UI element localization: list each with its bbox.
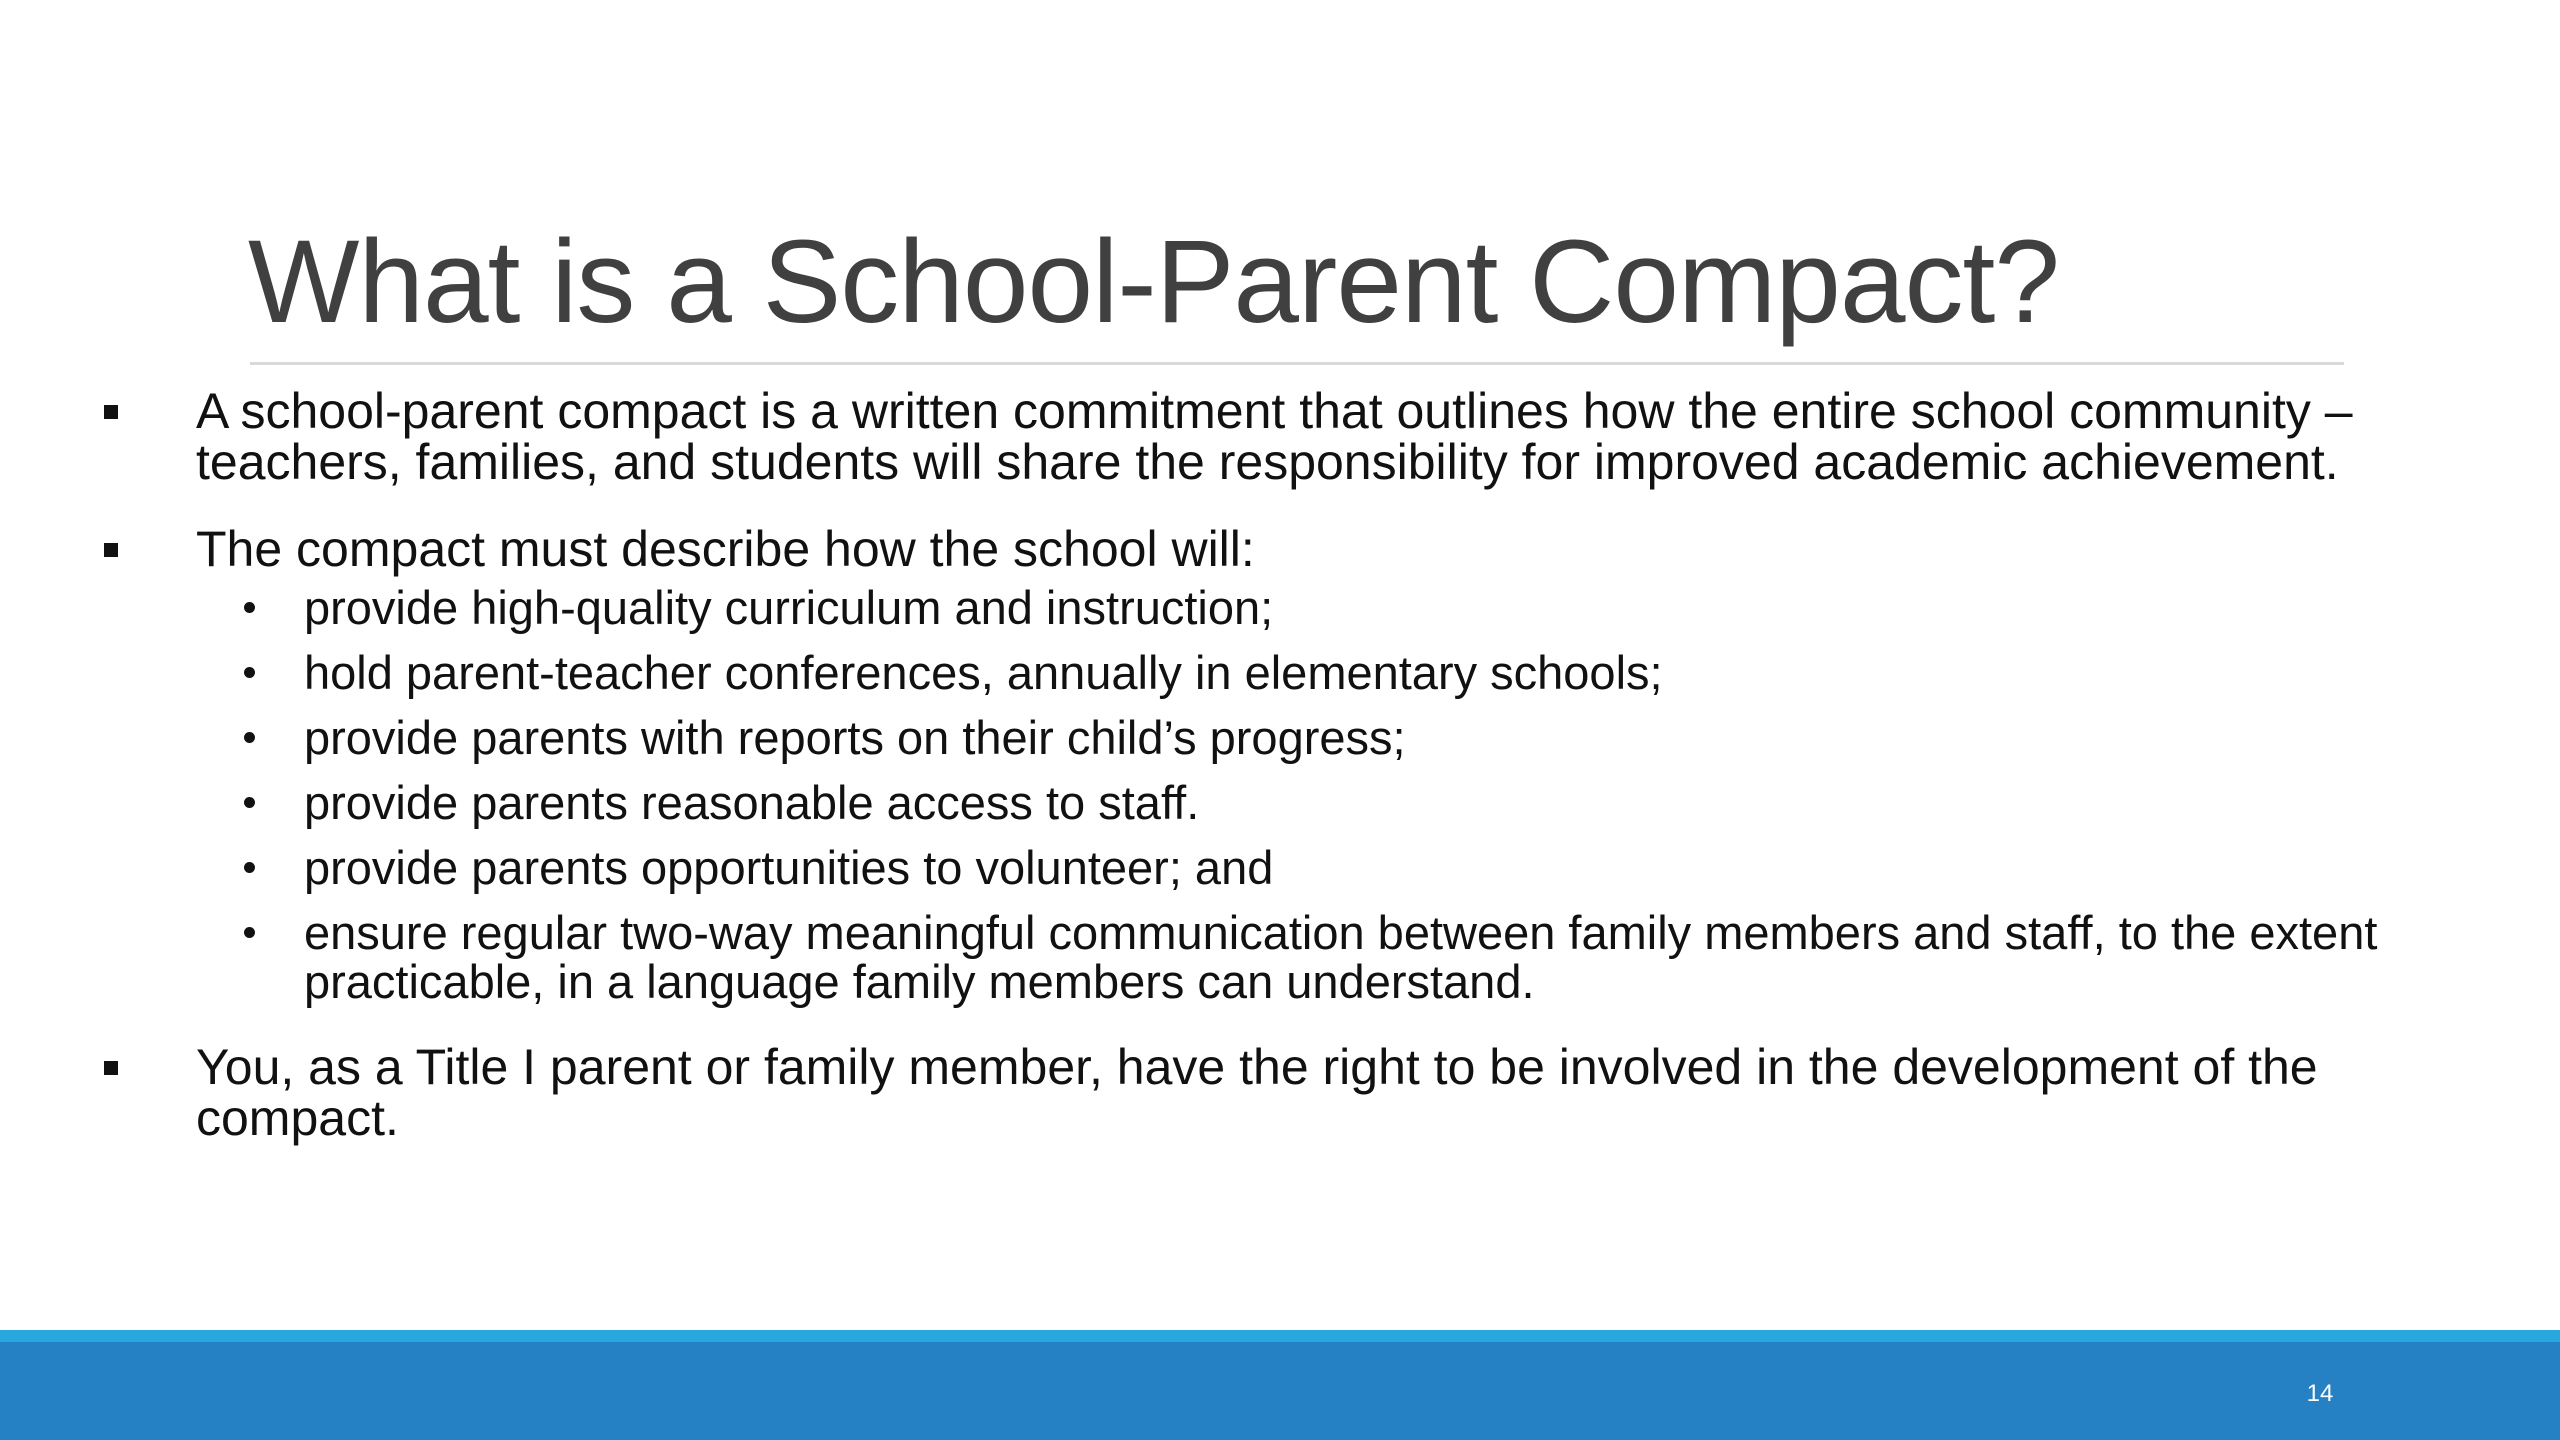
round-bullet-icon [244,862,255,873]
bullet-text: You, as a Title I parent or family member, have the right to be involved in the development of the compact. [196,1039,2318,1146]
bullet-item [0,383,2560,490]
sub-bullet-item [0,778,2560,827]
sub-bullet-text: provide parents opportunities to volunteer; and [304,841,1274,894]
sub-bullet-list [0,583,2560,1006]
round-bullet-icon [244,797,255,808]
sub-bullet-text: hold parent-teacher conferences, annually in elementary schools; [304,646,1663,699]
sub-bullet-item [0,713,2560,762]
slide-title: What is a School-Parent Compact? [248,216,2059,348]
round-bullet-icon [244,927,255,938]
sub-bullet-text: provide parents with reports on their child’s progress; [304,711,1406,764]
footer-bar [0,1342,2560,1440]
page-number: 14 [2306,1380,2334,1407]
round-bullet-icon [244,667,255,678]
bullet-item [0,521,2560,577]
square-bullet-icon [104,1061,118,1075]
round-bullet-icon [244,732,255,743]
square-bullet-icon [104,543,118,557]
bullet-text: The compact must describe how the school will: [196,521,1255,577]
sub-bullet-text: ensure regular two-way meaningful communication between family members and staff, to the extent practicable, in a language family members can understand. [304,906,2378,1008]
sub-bullet-item [0,843,2560,892]
sub-bullet-text: provide parents reasonable access to staff. [304,776,1200,829]
sub-bullet-item [0,908,2560,1006]
round-bullet-icon [244,602,255,613]
bullet-text: A school-parent compact is a written commitment that outlines how the entire school community – teachers, families, and students will share the responsibility for improved academic achievement. [196,383,2353,490]
sub-bullet-item [0,583,2560,632]
sub-bullet-text: provide high-quality curriculum and instruction; [304,581,1274,634]
slide-body [0,383,2560,1146]
footer-accent-stripe [0,1330,2560,1342]
square-bullet-icon [104,405,118,419]
sub-bullet-item [0,648,2560,697]
title-divider [250,362,2344,365]
bullet-item [0,1039,2560,1146]
